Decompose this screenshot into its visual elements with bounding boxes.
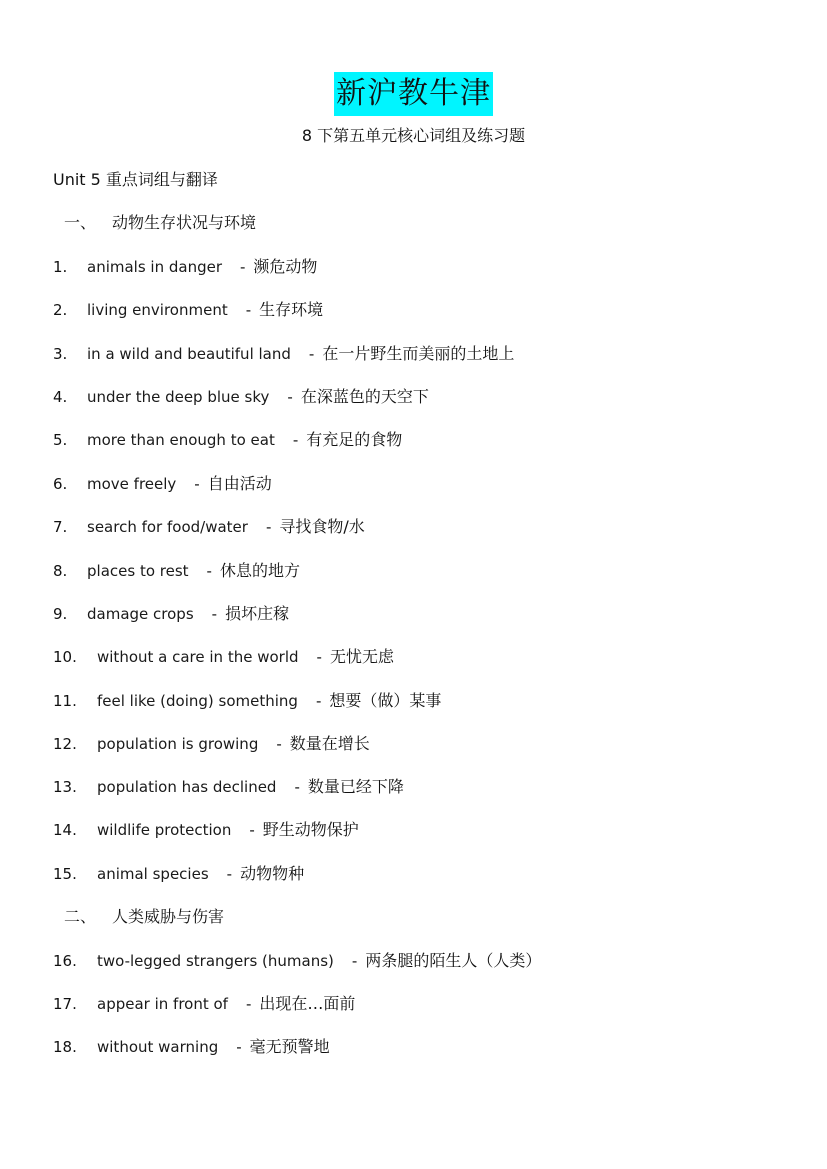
item-dash: - (211, 605, 218, 623)
item-chinese: 损坏庄稼 (225, 604, 290, 623)
item-index: 7. (53, 518, 68, 536)
item-dash: - (236, 1038, 242, 1056)
list-item (53, 602, 289, 626)
item-dash: - (245, 301, 252, 319)
item-dash: - (226, 865, 233, 883)
item-index: 14. (53, 821, 77, 839)
section-number: 二、 (64, 907, 97, 926)
item-chinese: 两条腿的陌生人（人类） (365, 951, 542, 970)
item-english: search for food/water (87, 518, 248, 536)
item-english: feel like (doing) something (97, 692, 298, 710)
item-english: wildlife protection (97, 821, 232, 839)
item-chinese: 出现在…面前 (259, 994, 356, 1013)
document-subtitle: 8 下第五单元核心词组及练习题 (301, 126, 526, 145)
item-index: 5. (53, 431, 68, 449)
section-heading-2 (64, 905, 224, 929)
item-english: without warning (97, 1038, 219, 1056)
item-dash: - (308, 345, 315, 363)
item-dash: - (287, 388, 293, 406)
list-item (53, 818, 359, 842)
section-heading-1 (64, 211, 256, 235)
list-item (53, 992, 355, 1016)
item-english: without a care in the world (97, 648, 299, 666)
item-index: 3. (53, 345, 68, 363)
item-index: 11. (53, 692, 77, 710)
item-chinese: 动物物种 (240, 864, 305, 883)
list-item (53, 298, 323, 322)
list-item (53, 472, 272, 496)
item-english: in a wild and beautiful land (87, 345, 291, 363)
list-item (53, 645, 394, 669)
item-dash: - (240, 258, 246, 276)
list-item (53, 1035, 330, 1059)
item-index: 17. (53, 995, 77, 1013)
item-index: 16. (53, 952, 77, 970)
item-english: two-legged strangers (humans) (97, 952, 334, 970)
item-index: 15. (53, 865, 77, 883)
item-chinese: 在一片野生而美丽的土地上 (322, 344, 515, 363)
unit-heading: Unit 5 重点词组与翻译 (53, 170, 218, 189)
item-english: appear in front of (97, 995, 228, 1013)
list-item (53, 342, 514, 366)
item-index: 18. (53, 1038, 77, 1056)
list-item (53, 732, 370, 756)
item-index: 2. (53, 301, 68, 319)
list-item (53, 689, 441, 713)
item-chinese: 寻找食物/水 (279, 517, 365, 536)
document-title: 新沪教牛津 (334, 72, 493, 116)
list-item (53, 949, 541, 973)
item-chinese: 生存环境 (259, 300, 324, 319)
item-english: population has declined (97, 778, 277, 796)
item-english: damage crops (87, 605, 194, 623)
item-dash: - (351, 952, 358, 970)
item-english: animals in danger (87, 258, 222, 276)
title-block (0, 72, 827, 116)
item-chinese: 毫无预警地 (249, 1037, 330, 1056)
item-chinese: 有充足的食物 (306, 430, 403, 449)
item-chinese: 数量已经下降 (307, 777, 404, 796)
item-english: population is growing (97, 735, 259, 753)
item-dash: - (292, 431, 299, 449)
item-index: 6. (53, 475, 68, 493)
item-english: places to rest (87, 562, 189, 580)
item-index: 9. (53, 605, 68, 623)
item-english: move freely (87, 475, 177, 493)
item-index: 4. (53, 388, 68, 406)
item-chinese: 野生动物保护 (262, 820, 359, 839)
item-chinese: 数量在增长 (289, 734, 370, 753)
item-chinese: 想要（做）某事 (329, 691, 442, 710)
section-number: 一、 (64, 213, 97, 232)
item-dash: - (206, 562, 212, 580)
item-english: animal species (97, 865, 209, 883)
item-chinese: 在深蓝色的天空下 (300, 387, 429, 406)
item-dash: - (194, 475, 200, 493)
item-index: 12. (53, 735, 77, 753)
item-english: living environment (87, 301, 228, 319)
list-item (53, 255, 317, 279)
item-english: under the deep blue sky (87, 388, 270, 406)
item-dash: - (276, 735, 282, 753)
list-item (53, 775, 404, 799)
item-index: 13. (53, 778, 77, 796)
item-chinese: 濒危动物 (253, 257, 318, 276)
item-chinese: 无忧无虑 (329, 647, 394, 666)
item-english: more than enough to eat (87, 431, 275, 449)
item-chinese: 自由活动 (207, 474, 272, 493)
section-label: 动物生存状况与环境 (112, 213, 257, 232)
item-dash: - (316, 648, 322, 666)
list-item (53, 559, 300, 583)
item-dash: - (294, 778, 300, 796)
item-index: 10. (53, 648, 77, 666)
list-item (53, 428, 402, 452)
item-dash: - (249, 821, 255, 839)
item-index: 8. (53, 562, 68, 580)
list-item (53, 862, 304, 886)
item-chinese: 休息的地方 (219, 561, 300, 580)
item-dash: - (245, 995, 252, 1013)
item-dash: - (265, 518, 272, 536)
section-label: 人类威胁与伤害 (112, 907, 225, 926)
item-dash: - (315, 692, 322, 710)
list-item (53, 515, 365, 539)
list-item (53, 385, 429, 409)
item-index: 1. (53, 258, 68, 276)
